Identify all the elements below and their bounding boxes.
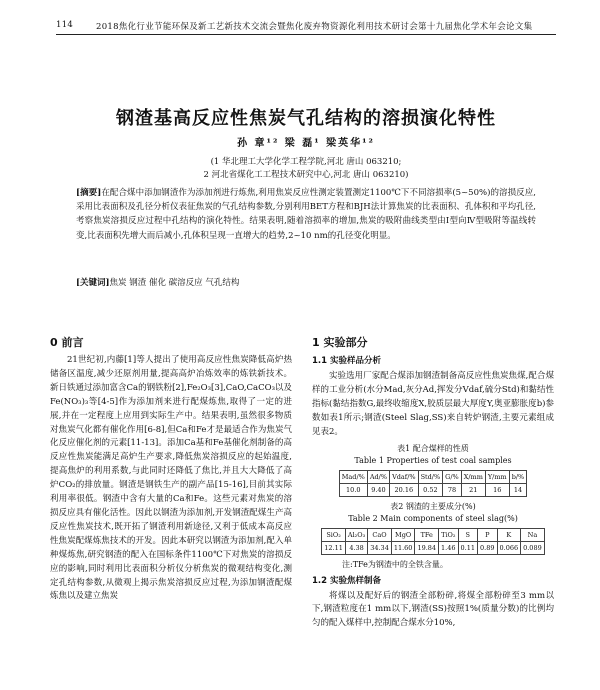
table-cell: 0.066	[497, 541, 521, 554]
table-header-cell: SiO₂	[322, 528, 346, 541]
table-cell: 14	[509, 483, 527, 496]
paper-authors: 孙 章¹² 梁 磊¹ 梁英华¹²	[237, 138, 375, 149]
abstract-label: [摘要]	[76, 188, 102, 198]
table1-caption-cn: 表1 配合煤样的性质	[397, 443, 469, 453]
table-cell: 11.60	[391, 541, 415, 554]
keywords-text: 焦炭 钢渣 催化 碳溶反应 气孔结构	[109, 278, 240, 288]
table-header-cell: P	[478, 528, 497, 541]
table-cell: 1.46	[439, 541, 458, 554]
table-header-cell: Y/mm	[485, 470, 509, 483]
table-cell: 12.11	[322, 541, 346, 554]
table-header-cell: Na	[521, 528, 545, 541]
table1-coal-properties	[339, 470, 527, 497]
table2-slag-components	[321, 528, 544, 555]
left-column	[50, 334, 292, 604]
table-cell: 10.0	[339, 483, 367, 496]
header-rule	[56, 34, 556, 35]
keywords-label: [关键词]	[76, 278, 110, 288]
table-header-cell: Vdaf/%	[390, 470, 419, 483]
affiliation-line-1: (1 华北理工大学化学工程学院,河北 唐山 063210;	[210, 157, 402, 167]
table-cell: 0.52	[418, 483, 443, 496]
table-header-cell: Ad/%	[367, 470, 389, 483]
table-header-cell: CaO	[368, 528, 392, 541]
table-cell: 34.34	[368, 541, 392, 554]
table-cell: 19.84	[415, 541, 439, 554]
paper-title: 钢渣基高反应性焦炭气孔结构的溶损演化特性	[116, 108, 496, 129]
table-cell: 78	[443, 483, 462, 496]
page-number: 114	[56, 20, 74, 30]
section-heading-intro: 0 前言	[50, 336, 84, 349]
table2-caption-en: Table 2 Main components of steel slag(%)	[348, 513, 518, 523]
table-cell: 21	[461, 483, 485, 496]
table-cell: 0.11	[458, 541, 477, 554]
subsection-heading-preparation: 1.2 实验焦样制备	[312, 575, 382, 586]
table-header-cell: X/mm	[461, 470, 485, 483]
journal-title: 2018焦化行业节能环保及新工艺新技术交流会暨焦化废弃物资源化利用技术研讨会第十九届焦化学术年会论文集	[96, 22, 533, 32]
intro-paragraph: 21世纪初,内藤[1]等人提出了使用高反应性焦炭降低高炉热储备区温度,减少还原剂用量,提高高炉冶炼效率的炼铁新技术。新日铁通过添加富含Ca的钢铁粉[2],Fe₂O₃[3],CaO,CaCO₃以及Fe(NO₃)₃等[4-5]作为添加剂来进行配煤炼焦,取得了一定的进展,并在一定程度上应用到实际生产中。结果表明,虽然很多物质对焦炭气化都有催化作用[6-8],但Ca和Fe才是最适合作为焦炭气化反应催化剂的元素[11-13]。添加Ca基和Fe基催化剂制备的高反应性焦炭能满足高炉生产要求,降低焦炭溶损反应的起始温度,提高焦炉的利用系数,与此同时还降低了焦比,并且大大降低了高炉CO₂的排放量。钢渣是钢铁生产的副产品[15-16],目前其实际利用率很低。钢渣中含有大量的Ca和Fe。这些元素对焦炭的溶损反应具有催化活性。因此以钢渣为添加剂,开发钢渣配煤生产高反应性焦炭技术,既开拓了钢渣利用新途径,又利于低成本高反应性焦炭配煤炼焦技术的开发。因此本研究以钢渣为添加剂,配入单种煤炼焦,研究钢渣的配入在国标条件1100℃下对焦炭的溶损反应的影响,同时利用比表面积分析仪分析焦炭的微观结构变化,测定孔结构参数,从微观上揭示焦炭溶损反应过程,为添加钢渣配煤炼焦以及建立焦炭	[50, 355, 292, 602]
table-header-cell: Al₂O₃	[345, 528, 367, 541]
subsection-heading-samples: 1.1 实验样品分析	[312, 356, 382, 366]
table-header-cell: Std/%	[418, 470, 443, 483]
keywords	[76, 276, 536, 288]
right-column	[312, 334, 554, 631]
table-header-cell: G/%	[443, 470, 462, 483]
table-header-cell: b/%	[509, 470, 527, 483]
table-cell: 16	[485, 483, 509, 496]
abstract	[76, 186, 536, 243]
table-row	[339, 483, 526, 496]
table-header-cell: TFe	[415, 528, 439, 541]
table-header-cell: K	[497, 528, 521, 541]
table-header-cell: MgO	[391, 528, 415, 541]
table1-caption-en: Table 1 Properties of test coal samples	[354, 455, 512, 465]
table-row	[322, 541, 544, 554]
table-cell: 0.089	[521, 541, 545, 554]
affiliation-line-2: 2 河北省煤化工工程技术研究中心,河北 唐山 063210)	[203, 170, 409, 180]
samples-paragraph: 实验选用厂家配合煤添加钢渣制备高反应性焦炭焦煤,配合煤样的工业分析(水分Mad,灰分Ad,挥发分Vdaf,硫分Std)和黏结性指标(黏结指数G,最终收缩度X,胶质层最大厚度Y,奥亚膨胀度b)参数如表1所示;钢渣(Steel Slag,SS)来自转炉钢渣,主要元素组成见表2。	[312, 371, 554, 437]
abstract-text: 在配合煤中添加钢渣作为添加剂进行炼焦,利用焦炭反应性测定装置测定1100℃下不同溶损率(5~50%)的溶损反应,采用比表面积及孔径分析仪表征焦炭的气孔结构参数,分别利用BET方程和BJH法计算焦炭的比表面积、孔体积和平均孔径,考察焦炭溶损反应过程中孔结构的演化特性。结果表明,随着溶损率的增加,焦炭的吸附曲线类型由Ⅰ型向Ⅳ型吸附等温线转变,比表面积先增大而后减小,孔体积呈现一直增大的趋势,2~10 nm的孔径变化明显。	[76, 188, 536, 241]
preparation-paragraph: 将煤以及配好后的钢渣全部粉碎,将煤全部粉碎至3 mm以下,钢渣粒度在1 mm以下,钢渣(SS)按照1%(质量分数)的比例均匀的配入煤样中,控制配合煤水分10%,	[312, 590, 554, 629]
table-header-cell: Mad/%	[339, 470, 367, 483]
table-cell: 20.16	[390, 483, 419, 496]
table-header-cell: S	[458, 528, 477, 541]
table2-caption-cn: 表2 钢渣的主要成分(%)	[390, 501, 476, 511]
table-header-cell: TiO₂	[439, 528, 458, 541]
table-cell: 9.40	[367, 483, 389, 496]
table-cell: 4.38	[345, 541, 367, 554]
section-heading-experiment: 1 实验部分	[312, 336, 368, 349]
table2-note: 注:TFe为钢渣中的全铁含量。	[342, 559, 448, 569]
table-cell: 0.89	[478, 541, 497, 554]
